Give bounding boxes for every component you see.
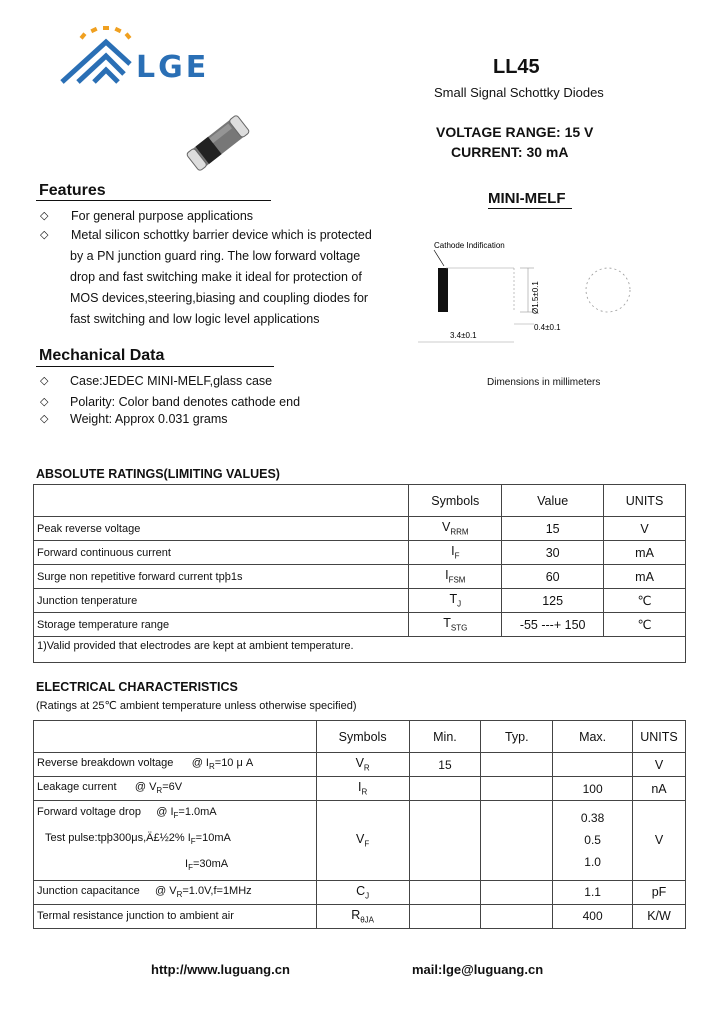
electrical-table (33, 720, 686, 929)
feature-text-line: fast switching and low logic level applications (70, 312, 320, 326)
diamond-bullet-icon: ◇ (40, 210, 49, 222)
electrical-subtitle: (Ratings at 25℃ ambient temperature unless otherwise specified) (36, 700, 357, 712)
end-view-circle (586, 268, 630, 312)
table-note-row (34, 637, 686, 663)
column-header (34, 721, 317, 753)
table-row: Reverse breakdown voltage @ $I_R=10$ μ A $V_R$ 15 V (34, 753, 686, 777)
mechanical-item: ◇ Polarity: Color band denotes cathode end (40, 395, 301, 409)
table-row: Storage temperature range $T_{STG}$ -55 ---+ 150 ℃ (34, 613, 686, 637)
table-header-row (34, 485, 686, 517)
table-row: Peak reverse voltage $V_{RRM}$ 15 V (34, 517, 686, 541)
absolute-ratings-table (33, 484, 686, 663)
band-dimension: 0.4±0.1 (534, 323, 561, 332)
diameter-dimension: Ø1.5±0.1 (531, 281, 540, 314)
feature-text-line: MOS devices,steering,biasing and coupling diodes for (70, 291, 369, 305)
table-row: Junction tenperature $T_J$ 125 ℃ (34, 589, 686, 613)
footer-website-link[interactable]: http://www.luguang.cn (151, 962, 290, 977)
features-underline (36, 200, 271, 201)
table-row: Leakage current @ $V_R=6V$ $I_R$ 100 nA (34, 777, 686, 801)
table-row: Surge non repetitive forward current tpþ1s $I_{FSM}$ 60 mA (34, 565, 686, 589)
package-name: MINI-MELF (488, 190, 566, 207)
package-underline (488, 208, 572, 209)
diode-image (180, 108, 256, 178)
mechanical-item: ◇ Weight: Approx 0.031 grams (40, 412, 228, 426)
table-header-row (34, 721, 686, 753)
diamond-bullet-icon: ◇ (40, 229, 49, 241)
diamond-bullet-icon: ◇ (40, 396, 49, 408)
column-header: Min. (409, 721, 481, 753)
feature-text-line: by a PN junction guard ring. The low forward voltage (70, 249, 361, 263)
table-row: Forward continuous current $I_F$ 30 mA (34, 541, 686, 565)
column-header: Max. (553, 721, 633, 753)
column-header: UNITS (633, 721, 686, 753)
package-dimension-drawing (410, 234, 640, 354)
electrical-title: ELECTRICAL CHARACTERISTICS (36, 680, 238, 694)
dimension-caption: Dimensions in millimeters (487, 377, 601, 388)
current-rating: CURRENT: 30 mA (451, 144, 569, 160)
part-number: LL45 (493, 56, 540, 78)
diamond-bullet-icon: ◇ (40, 413, 49, 425)
length-dimension: 3.4±0.1 (450, 331, 477, 340)
cathode-band (438, 268, 448, 312)
cathode-label: Cathode Indification (434, 241, 505, 250)
mechanical-title: Mechanical Data (39, 347, 165, 364)
column-header: UNITS (604, 485, 686, 517)
table-row: Termal resistance junction to ambient air $R_{\theta JA}$ 400 K/W (34, 904, 686, 928)
column-header: Symbols (409, 485, 502, 517)
table-row: Junction capacitance @ $V_R=1.0V,f=1MHz$ $C_J$ 1.1 pF (34, 880, 686, 904)
absolute-ratings-title: ABSOLUTE RATINGS(LIMITING VALUES) (36, 467, 280, 481)
feature-item: ◇ Metal silicon schottky barrier device which is protected (40, 228, 372, 242)
mechanical-item: ◇ Case:JEDEC MINI-MELF,glass case (40, 374, 273, 388)
footer-email-link[interactable]: mail:lge@luguang.cn (412, 962, 544, 977)
table-row: Forward voltage drop @ $I_F=1.0mA$ Test pulse:tpþ300μs,Ä£½2% $I_F=10mA$ $I_F=30mA$ $V_F$ 0.38 0.5 1.0 V (34, 801, 686, 881)
table-note: 1)Valid provided that electrodes are kept at ambient temperature. (34, 637, 686, 663)
logo-sunburst-icon (80, 26, 132, 40)
column-header: Typ. (481, 721, 553, 753)
feature-text-line: drop and fast switching make it ideal for protection of (70, 270, 362, 284)
part-subtitle: Small Signal Schottky Diodes (434, 85, 604, 100)
logo-mountain-icon (62, 42, 130, 82)
column-header (34, 485, 409, 517)
mechanical-underline (36, 366, 274, 367)
feature-item: ◇ For general purpose applications (40, 209, 254, 223)
column-header: Value (502, 485, 604, 517)
diamond-bullet-icon: ◇ (40, 375, 49, 387)
logo-text: LGE (136, 50, 210, 85)
features-title: Features (39, 182, 106, 199)
column-header: Symbols (316, 721, 409, 753)
voltage-range: VOLTAGE RANGE: 15 V (436, 124, 594, 140)
